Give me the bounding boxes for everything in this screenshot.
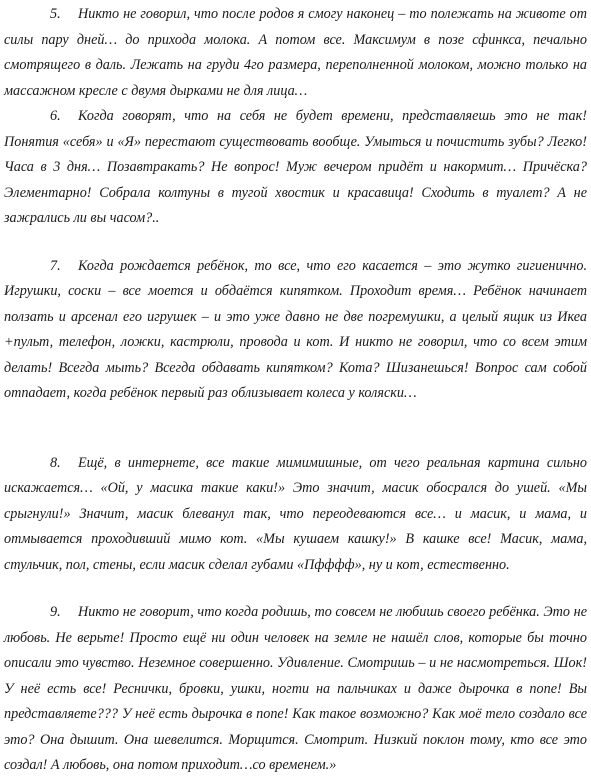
list-item-text: Когда говорят, что на себя не будет времени, представляешь это не так! Понятия «себя» и «Я» перестают существовать вообще. Умыться и почистить зубы? Легко! Часа в 3 дня… Позавтракать? Не вопрос! Муж вечером придёт и накормит… Причёска? Элементарно! Собрала колтуны в тугой хвостик и красавица! Сходить в туалет? А не зажрались ли вы часом?.. [4,108,587,226]
list-item-text: Ещё, в интернете, все такие мимимишные, от чего реальная картина сильно искажается… «Ой, у масика такие каки!» Это значит, масик обосрался до ушей. «Мы срыгнули!» Значит, масик блеванул так, что переодеваются все… и масик, и мама, и отмывается проходивший мимо кот. «Мы кушаем кашку!» В кашке все! Масик, мама, стульчик, пол, стены, если масик сделал губами «Пфффф», ну и кот, естественно. [4,454,587,573]
list-item-9 [4,600,587,779]
list-item-6 [4,104,587,232]
list-item-5 [4,2,587,104]
list-item-number: 6. [50,108,61,124]
list-item-7 [4,254,587,407]
list-item-8 [4,451,587,579]
list-item-number: 7. [50,257,61,274]
list-item-text: Когда рождается ребёнок, то все, что его касается – это жутко гигиенично. Игрушки, соски – все моется и обдаётся кипятком. Проходит время… Ребёнок начинает ползать и арсенал его игрушек – и это уже давно не две погремушки, а целый ящик из Икеа +пульт, телефон, ложки, кастрюли, провода и кот. И никто не говорил, что со всем этим делать! Всегда мыть? Всегда обдавать кипятком? Кота? Шизанешься! Вопрос сам собой отпадает, когда ребёнок первый раз облизывает колеса у коляски… [4,257,587,401]
list-item-number: 8. [50,454,61,471]
list-item-text: Никто не говорил, что после родов я смогу наконец – то полежать на животе от силы пару дней… до прихода молока. А потом все. Максимум в позе сфинкса, печально смотрящего в даль. Лежать на груди 4го размера, переполненной молоком, можно только на массажном кресле с двумя дырками не для лица… [4,6,587,99]
list-item-number: 9. [50,604,61,620]
list-item-number: 5. [50,6,61,22]
list-item-text: Никто не говорит, что когда родишь, то совсем не любишь своего ребёнка. Это не любовь. Не верьте! Просто ещё ни один человек на земле не нашёл слов, которые бы точно описали это чувство. Неземное совершенно. Удивление. Смотришь – и не насмотреться. Шок! У неё есть все! Реснички, бровки, ушки, ногти на пальчиках и даже дырочка в попе! Вы представляете??? У неё есть дырочка в попе! Как такое возможно? Как моё тело создало все это? Она дышит. Она шевелится. Морщится. Смотрит. Низкий поклон тому, кто все это создал! А любовь, она потом приходит…со временем.» [4,604,587,773]
